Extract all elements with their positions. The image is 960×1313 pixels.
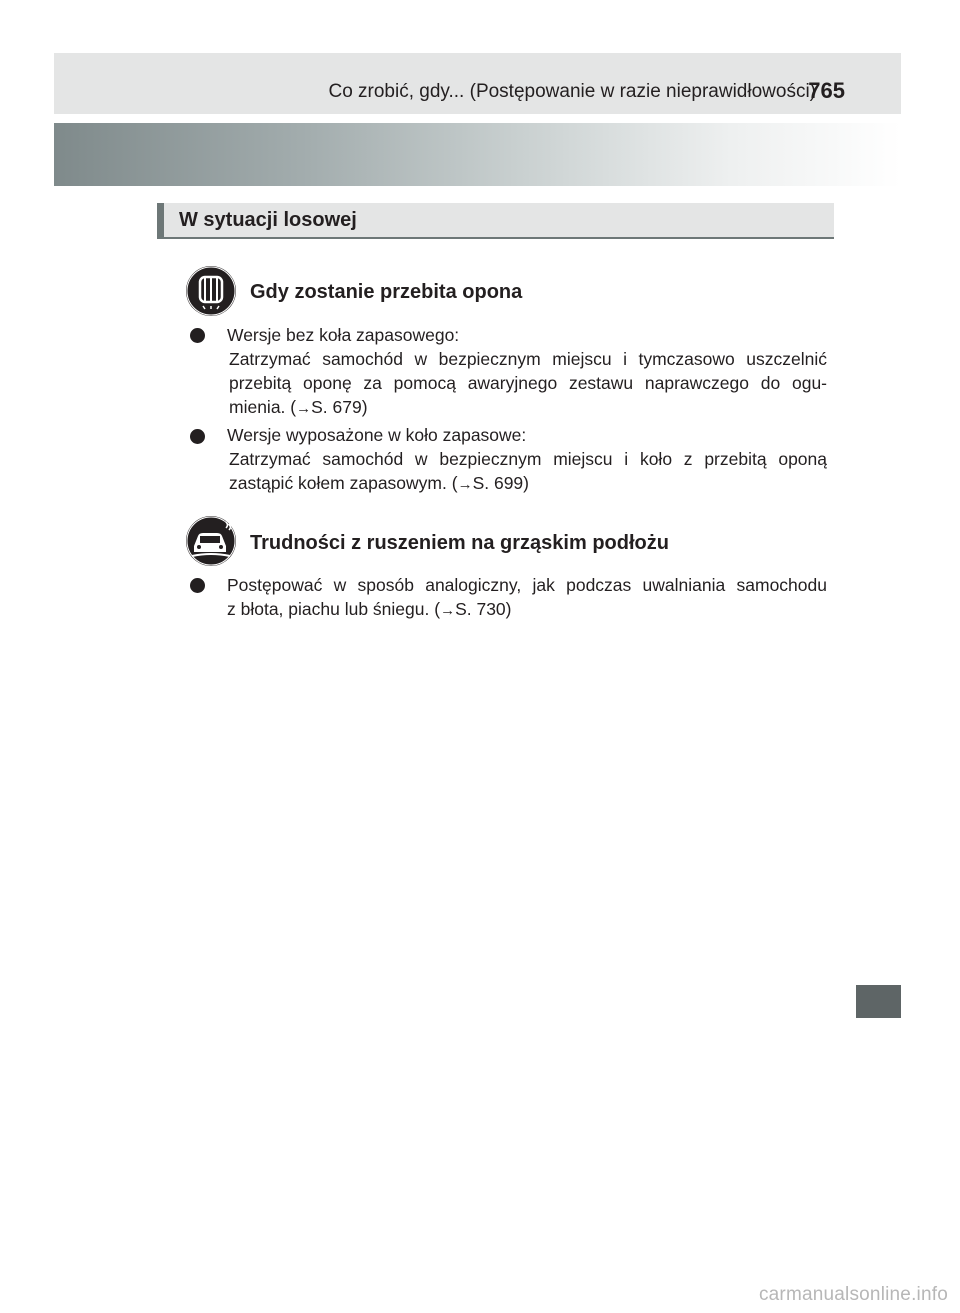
bullet-point: [190, 429, 205, 444]
page-reference-link[interactable]: S. 679: [311, 397, 362, 417]
subsection-title-stuck: Trudności z ruszeniem na grząskim podłożu: [250, 532, 669, 554]
item-text: z błota, piachu lub śniegu. (: [227, 599, 441, 619]
page-reference-link[interactable]: S. 730: [455, 599, 506, 619]
item-lead: Wersje bez koła zapasowego:: [227, 325, 460, 345]
arrow-icon: →: [296, 400, 312, 417]
item-text: mienia. (: [229, 397, 297, 417]
item-last-line: [227, 471, 827, 497]
page-number: 765: [808, 78, 845, 103]
arrow-icon: →: [440, 602, 456, 619]
list-item: [227, 573, 827, 623]
chapter-thumb-tab: [856, 985, 901, 1018]
section-title: W sytuacji losowej: [179, 209, 357, 231]
chapter-gradient-bar: [54, 123, 901, 186]
bullet-point: [190, 578, 205, 593]
item-line: Postępować w sposób analogiczny, jak podczas uwalniania samochodu: [227, 575, 827, 595]
item-line: przebitą oponę za pomocą awaryjnego zestawu naprawczego do ogu-: [229, 373, 827, 393]
arrow-icon: →: [457, 476, 473, 493]
bullet-point: [190, 328, 205, 343]
item-last-line: [227, 395, 827, 421]
list-item: [227, 323, 827, 421]
item-line: Zatrzymać samochód w bezpiecznym miejscu i koło z przebitą oponą: [229, 449, 827, 469]
item-text: ): [523, 473, 529, 493]
watermark: carmanualsonline.info: [758, 1284, 948, 1305]
page-reference-link[interactable]: S. 699: [472, 473, 524, 493]
flat-tire-icon: [186, 266, 236, 316]
section-header: [157, 203, 834, 239]
item-last-line: [227, 597, 827, 623]
running-header-title: Co zrobić, gdy... (Postępowanie w razie nieprawidłowości): [328, 81, 816, 102]
item-text: ): [505, 599, 512, 619]
item-line: Zatrzymać samochód w bezpiecznym miejscu i tymczasowo uszczelnić: [229, 349, 827, 369]
list-item: [227, 423, 827, 497]
item-text: ): [361, 397, 368, 417]
item-lead: Wersje wyposażone w koło zapasowe:: [227, 425, 527, 445]
car-stuck-icon: [186, 516, 236, 566]
subsection-title-flat-tire: Gdy zostanie przebita opona: [250, 281, 523, 303]
item-text: zastąpić kołem zapasowym. (: [229, 473, 458, 493]
